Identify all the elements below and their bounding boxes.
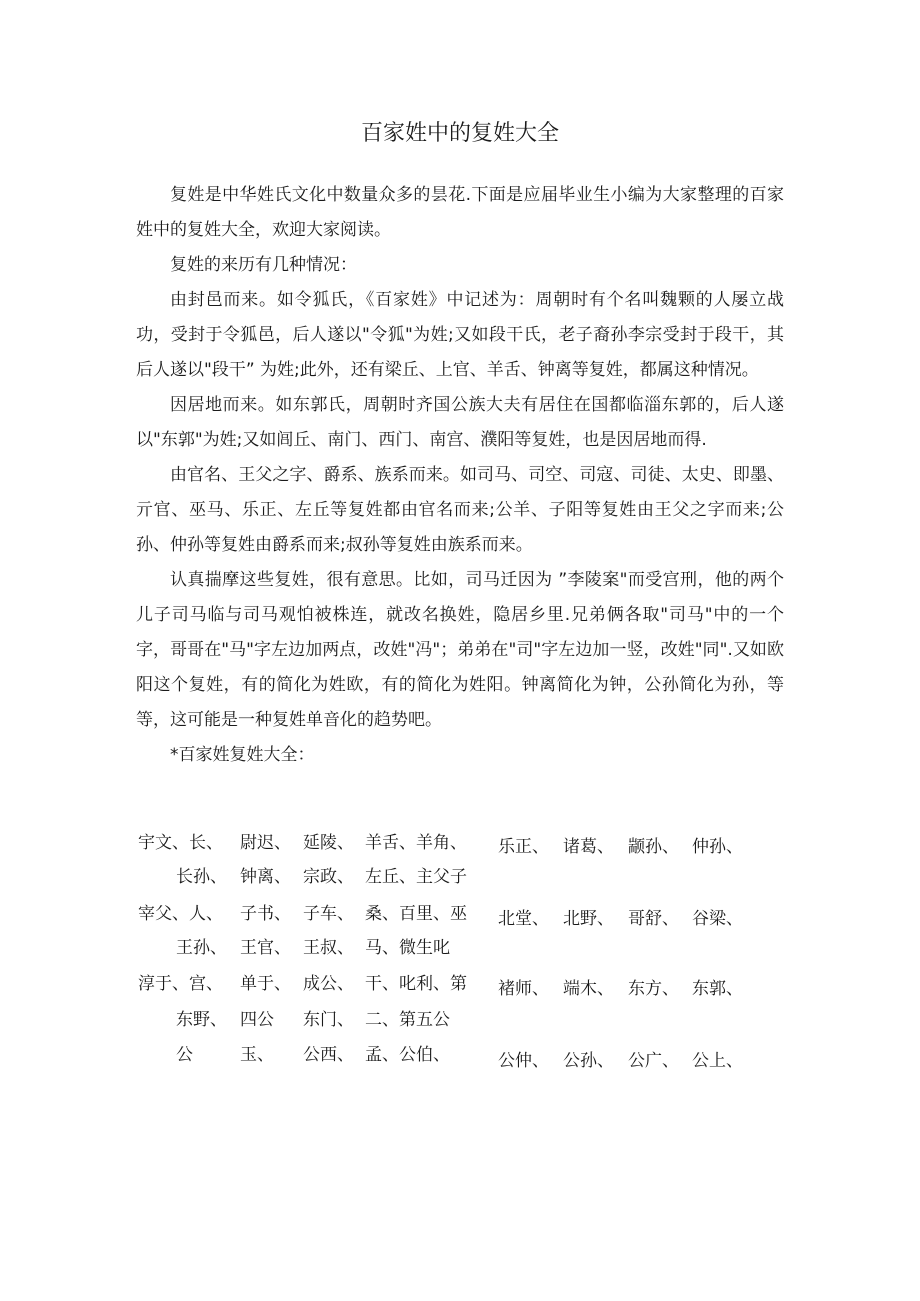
document-body <box>136 178 784 773</box>
simplification-paragraph: 认真揣摩这些复姓，很有意思。比如，司马迁因为 ”李陵案"而受宫刑，他的两个儿子司马临与司马观怕被株连，就改名换姓，隐居乡里.兄弟俩各取"司马"中的一个字，哥哥在"马"字左边加两点，改姓"冯"；弟弟在"司"字左边加一竖，改姓"同".又如欧阳这个复姓，有的简化为姓欧，有的简化为姓阳。钟离简化为钟，公孙简化为孙，等等，这可能是一种复姓单音化的趋势吧。 <box>136 570 784 730</box>
intro-paragraph: 复姓是中华姓氏文化中数量众多的昙花.下面是应届毕业生小编为大家整理的百家姓中的复姓大全，欢迎大家阅读。 <box>136 185 784 240</box>
surname-cell: 诸葛、 <box>563 837 614 857</box>
fief-origin-paragraph: 由封邑而来。如令狐氏，《百家姓》中记述为：周朝时有个名叫魏颗的人屡立战功，受封于令狐邑，后人遂以"令狐"为姓;又如段干氏，老子裔孙李宗受封于段干，其后人遂以"段干” 为姓;此外，还有梁丘、上官、羊舌、钟离等复姓，都属这种情况。 <box>136 290 784 380</box>
surname-cell: 王孙、 <box>176 938 227 958</box>
surname-cell: 东野、 <box>176 1010 227 1030</box>
surname-cell: 公孙、 <box>563 1051 614 1071</box>
surname-cell: 成公、 <box>303 974 354 994</box>
surname-cell: 东门、 <box>303 1010 354 1030</box>
surname-cell: 长孙、 <box>176 867 227 887</box>
surname-cell: 公西、 <box>303 1045 354 1065</box>
surname-cell: 孟、公伯、 <box>365 1045 450 1065</box>
surname-cell: 仲孙、 <box>692 837 743 857</box>
surname-list-heading: *百家姓复姓大全： <box>170 745 315 765</box>
surname-cell: 哥舒、 <box>628 909 679 929</box>
surname-cell: 马、微生叱 <box>365 938 450 958</box>
surname-cell: 宇文、长、 <box>138 833 223 853</box>
surname-cell: 左丘、主父子 <box>365 867 467 887</box>
surname-cell: 干、叱利、第 <box>365 974 467 994</box>
surname-cell: 北野、 <box>563 909 614 929</box>
surname-cell: 乐正、 <box>498 837 549 857</box>
surname-cell: 宰父、人、 <box>138 904 223 924</box>
surname-cell: 东方、 <box>628 979 679 999</box>
surname-cell: 四公 <box>240 1010 274 1030</box>
surname-cell: 褚师、 <box>498 979 549 999</box>
surname-cell: 子车、 <box>303 904 354 924</box>
official-title-origin-paragraph: 由官名、王父之字、爵系、族系而来。如司马、司空、司寇、司徒、太史、即墨、亓官、巫马、乐正、左丘等复姓都由官名而来;公羊、子阳等复姓由王父之字而来;公孙、仲孙等复姓由爵系而来;叔孙等复姓由族系而来。 <box>136 465 784 555</box>
surname-cell: 颛孙、 <box>628 837 679 857</box>
surname-cell: 宗政、 <box>303 867 354 887</box>
surname-cell: 延陵、 <box>303 833 354 853</box>
surname-cell: 公仲、 <box>498 1051 549 1071</box>
surname-cell: 羊舌、羊角、 <box>365 833 467 853</box>
surname-cell: 二、第五公 <box>365 1010 450 1030</box>
surname-cell: 子书、 <box>240 904 291 924</box>
origins-heading-paragraph: 复姓的来历有几种情况： <box>170 255 357 275</box>
document-title: 百家姓中的复姓大全 <box>360 121 559 146</box>
surname-cell: 公广、 <box>628 1051 679 1071</box>
surname-cell: 钟离、 <box>240 867 291 887</box>
surname-cell: 公上、 <box>692 1051 743 1071</box>
surname-cell: 王叔、 <box>303 938 354 958</box>
residence-origin-paragraph: 因居地而来。如东郭氏，周朝时齐国公族大夫有居住在国都临淄东郭的，后人遂以"东郭"为姓;又如闾丘、南门、西门、南宫、濮阳等复姓，也是因居地而得. <box>136 395 784 450</box>
surname-cell: 王官、 <box>240 938 291 958</box>
surname-cell: 尉迟、 <box>240 833 291 853</box>
surname-cell: 玉、 <box>240 1045 274 1065</box>
surname-cell: 端木、 <box>563 979 614 999</box>
surname-cell: 桑、百里、巫 <box>365 904 467 924</box>
surname-cell: 公 <box>176 1045 193 1065</box>
surname-cell: 东郭、 <box>692 979 743 999</box>
surname-cell: 淳于、宫、 <box>138 974 223 994</box>
surname-cell: 北堂、 <box>498 909 549 929</box>
surname-cell: 单于、 <box>240 974 291 994</box>
surname-cell: 谷梁、 <box>692 909 743 929</box>
